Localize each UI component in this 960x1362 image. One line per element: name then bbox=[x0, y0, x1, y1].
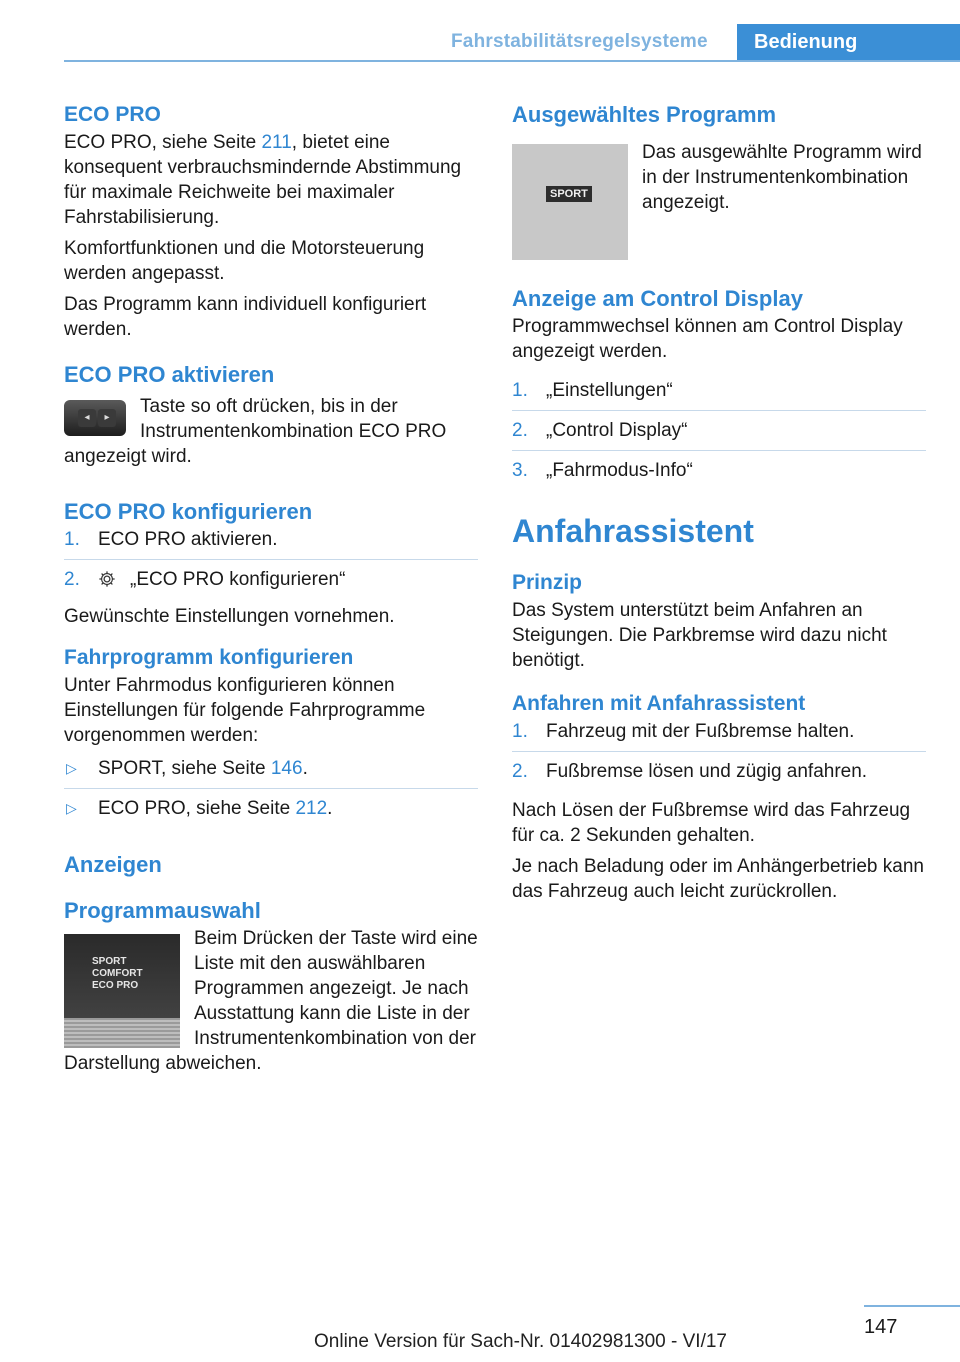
control-display-steps bbox=[512, 378, 926, 490]
eco-pro-konfigurieren-heading: ECO PRO konfigurieren bbox=[64, 499, 313, 524]
triangle-bullet-icon: ▷ bbox=[66, 800, 77, 816]
program-list-image: SPORT COMFORT ECO PRO bbox=[64, 934, 180, 1048]
eco-pro-aktivieren-text: Taste so oft drücken, bis in der Instrumentenkombination ECO PRO angezeigt wird. bbox=[64, 396, 447, 467]
control-display-heading: Anzeige am Control Display bbox=[512, 286, 803, 311]
programmauswahl-text: Beim Drücken der Taste wird eine Liste mit den auswählbaren Programmen angezeigt. Je nach Ausstattung kann die Liste in der Instrumentenkombination von der Darstellung abweichen. bbox=[64, 928, 478, 1074]
config-steps-list bbox=[64, 527, 478, 599]
sport-display-image bbox=[512, 144, 628, 260]
eco-pro-paragraph-1: ECO PRO, siehe Seite 211, bietet eine konsequent verbrauchsmindernde Abstimmung für maximale Reichweite bei maximaler Fahrstabilisierung. bbox=[64, 132, 462, 228]
eco-pro-paragraph-2: Komfortfunktionen und die Motorsteuerung werden angepasst. bbox=[64, 238, 425, 284]
config-after-text: Gewünschte Einstellungen vornehmen. bbox=[64, 606, 395, 627]
left-arrow-icon: ◂ bbox=[78, 409, 96, 427]
page-number-rule bbox=[864, 1305, 960, 1307]
eco-pro-button-image bbox=[64, 400, 126, 436]
eco-pro-aktivieren-heading: ECO PRO aktivieren bbox=[64, 362, 275, 387]
anfahren-mit-heading: Anfahren mit Anfahrassistent bbox=[512, 692, 806, 715]
ausgewaehltes-programm-text: Das ausgewählte Programm wird in der Instrumentenkombination angezeigt. bbox=[642, 142, 922, 213]
anfahren-paragraph-1: Nach Lösen der Fußbremse wird das Fahrzeug für ca. 2 Sekunden gehalten. bbox=[512, 800, 911, 846]
list-item: 1. Fahrzeug mit der Fußbremse halten. bbox=[512, 719, 926, 752]
list-item: 2. „ECO PRO konfigurieren“ bbox=[64, 569, 346, 590]
header-tab-bedienung: Bedienung bbox=[737, 24, 960, 62]
header-rule bbox=[64, 60, 960, 62]
control-display-text: Programmwechsel können am Control Display angezeigt werden. bbox=[512, 316, 903, 362]
list-item: ▷ SPORT, siehe Seite 146. bbox=[64, 756, 478, 789]
list-item: 3. „Fahrmodus-Info“ bbox=[512, 460, 693, 481]
right-arrow-icon: ▸ bbox=[98, 409, 116, 427]
page-link-211[interactable]: 211 bbox=[261, 132, 292, 153]
list-item: 2. Fußbremse lösen und zügig anfahren. bbox=[512, 761, 868, 782]
fahrprogramm-heading: Fahrprogramm konfigurieren bbox=[64, 646, 354, 669]
list-item: 1. „Einstellungen“ bbox=[512, 378, 926, 411]
anfahrassistent-heading: Anfahrassistent bbox=[512, 513, 754, 549]
sport-badge: SPORT bbox=[546, 186, 592, 202]
eco-pro-paragraph-3: Das Programm kann individuell konfiguriert werden. bbox=[64, 294, 427, 340]
header-section-title: Fahrstabilitätsregelsysteme bbox=[451, 31, 708, 52]
ausgewaehltes-programm-heading: Ausgewähltes Programm bbox=[512, 102, 777, 127]
footer-online-version: Online Version für Sach-Nr. 01402981300 - VI/17 bbox=[314, 1331, 727, 1352]
gear-icon bbox=[98, 570, 116, 588]
anfahren-steps bbox=[512, 719, 926, 791]
page-number: 147 bbox=[864, 1316, 898, 1338]
anzeigen-heading: Anzeigen bbox=[64, 852, 162, 877]
list-item: 1. ECO PRO aktivieren. bbox=[64, 527, 478, 560]
list-item: ▷ ECO PRO, siehe Seite 212. bbox=[66, 798, 333, 819]
prinzip-heading: Prinzip bbox=[512, 571, 583, 594]
fahrprogramm-text: Unter Fahrmodus konfigurieren können Einstellungen für folgende Fahrprogramme vorgenommen werden: bbox=[64, 675, 426, 746]
right-column bbox=[512, 100, 926, 910]
left-column bbox=[64, 100, 478, 1082]
page-link-212[interactable]: 212 bbox=[295, 798, 328, 819]
prinzip-text: Das System unterstützt beim Anfahren an Steigungen. Die Parkbremse wird dazu nicht benötigt. bbox=[512, 600, 887, 671]
triangle-bullet-icon: ▷ bbox=[66, 760, 77, 776]
anfahren-paragraph-2: Je nach Beladung oder im Anhängerbetrieb kann das Fahrzeug auch leicht zurückrollen. bbox=[512, 856, 924, 902]
page-link-146[interactable]: 146 bbox=[270, 758, 303, 779]
fahrprogramm-list bbox=[64, 756, 478, 828]
list-item: 2. „Control Display“ bbox=[512, 418, 926, 451]
programmauswahl-heading: Programmauswahl bbox=[64, 898, 261, 923]
eco-pro-heading: ECO PRO bbox=[64, 103, 161, 126]
